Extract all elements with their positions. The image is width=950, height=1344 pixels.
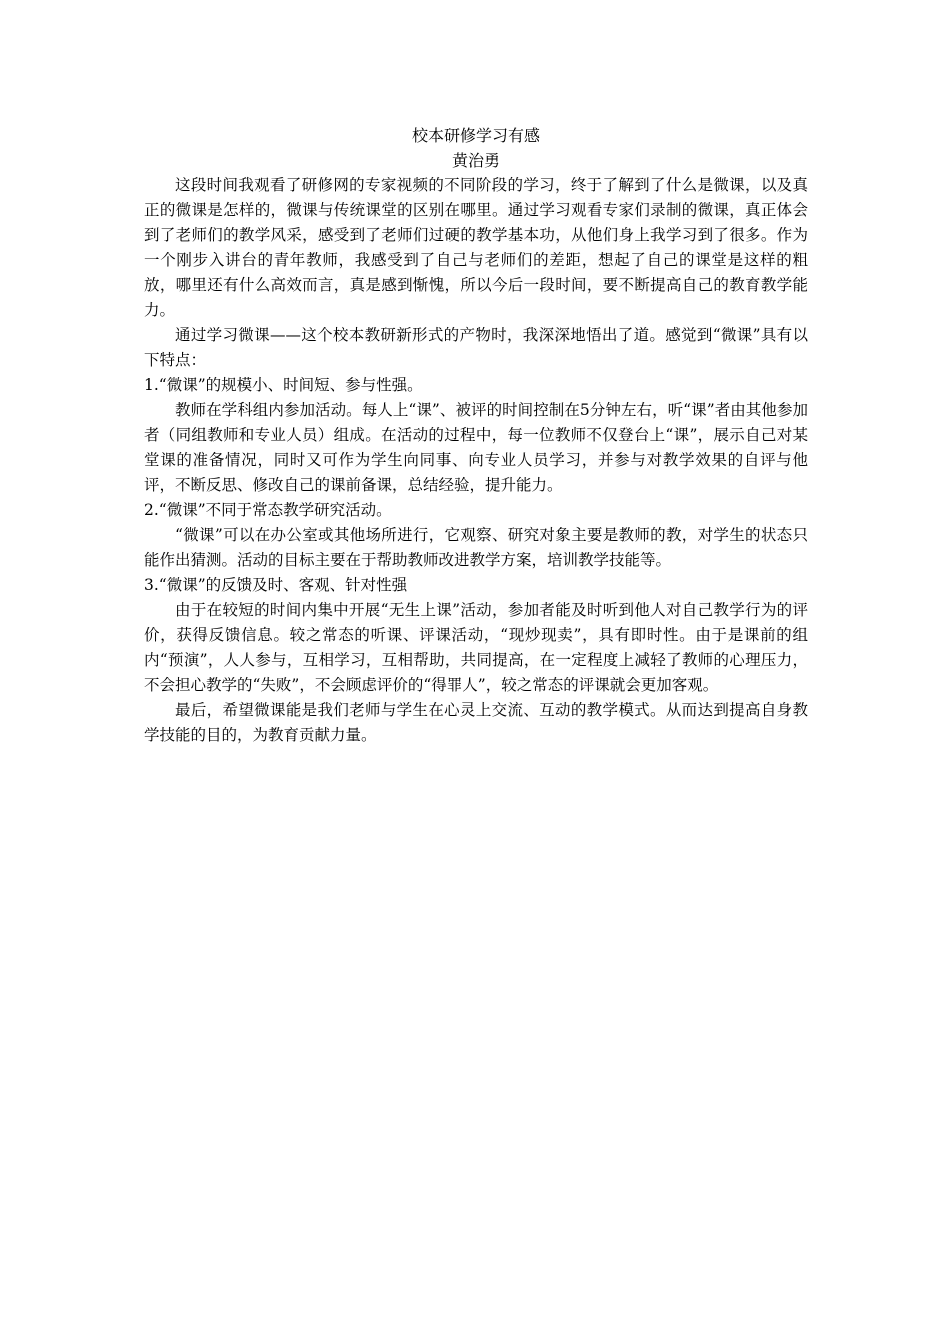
paragraph-conclusion: 最后，希望微课能是我们老师与学生在心灵上交流、互动的教学模式。从而达到提高自身教学技能的目的，为教育贡献力量。 <box>144 701 808 744</box>
document-author: 黄治勇 <box>451 151 500 170</box>
document-page <box>144 123 808 748</box>
paragraph-section-2: “微课”可以在办公室或其他场所进行，它观察、研究对象主要是教师的教，对学生的状态只能作出猜测。活动的目标主要在于帮助教师改进教学方案，培训教学技能等。 <box>144 526 808 569</box>
section-heading-2: 2.“微课”不同于常态教学研究活动。 <box>144 501 392 519</box>
section-heading-3: 3.“微课”的反馈及时、客观、针对性强 <box>144 576 408 594</box>
paragraph-section-1: 教师在学科组内参加活动。每人上“课”、被评的时间控制在5分钟左右，听“课”者由其他参加者（同组教师和专业人员）组成。在活动的过程中，每一位教师不仅登台上“课”，展示自己对某堂课的准备情况，同时又可作为学生向同事、向专业人员学习，并参与对教学效果的自评与他评，不断反思、修改自己的课前备课，总结经验，提升能力。 <box>144 401 808 494</box>
paragraph-section-3: 由于在较短的时间内集中开展“无生上课”活动，参加者能及时听到他人对自己教学行为的评价，获得反馈信息。较之常态的听课、评课活动，“现炒现卖”，具有即时性。由于是课前的组内“预演”，人人参与，互相学习，互相帮助，共同提高，在一定程度上减轻了教师的心理压力，不会担心教学的“失败”，不会顾虑评价的“得罪人”，较之常态的评课就会更加客观。 <box>144 601 808 694</box>
document-title: 校本研修学习有感 <box>411 126 540 145</box>
paragraph-features-intro: 通过学习微课——这个校本教研新形式的产物时，我深深地悟出了道。感觉到“微课”具有以下特点： <box>144 326 808 369</box>
section-heading-1: 1.“微课”的规模小、时间短、参与性强。 <box>144 376 423 394</box>
paragraph-intro: 这段时间我观看了研修网的专家视频的不同阶段的学习，终于了解到了什么是微课，以及真正的微课是怎样的，微课与传统课堂的区别在哪里。通过学习观看专家们录制的微课，真正体会到了老师们的教学风采，感受到了老师们过硬的教学基本功，从他们身上我学习到了很多。作为一个刚步入讲台的青年教师，我感受到了自己与老师们的差距，想起了自己的课堂是这样的粗放，哪里还有什么高效而言，真是感到惭愧，所以今后一段时间，要不断提高自己的教育教学能力。 <box>144 176 808 319</box>
